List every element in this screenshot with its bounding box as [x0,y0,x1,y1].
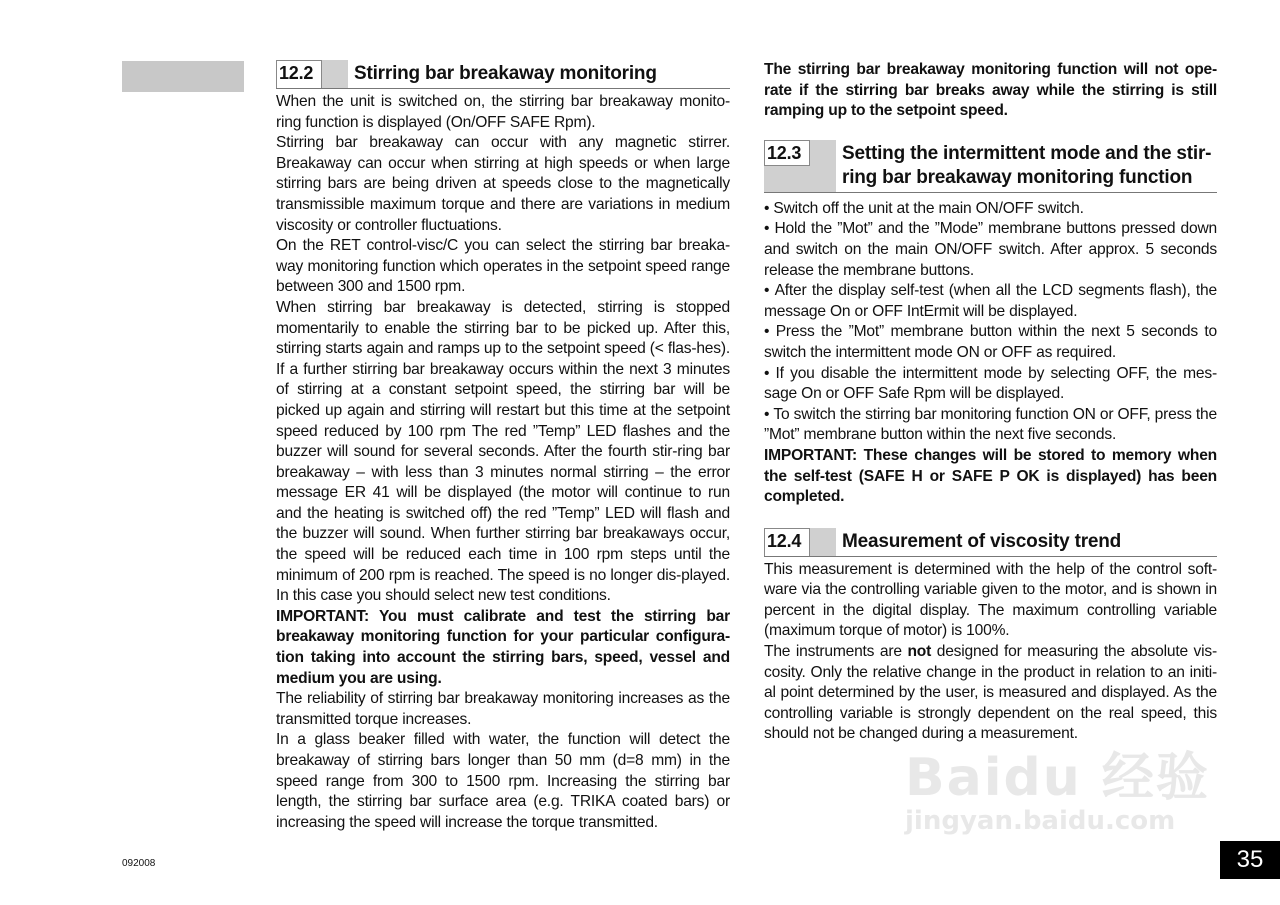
section-title: Stirring bar breakaway monitoring [354,63,657,84]
list-item: • Switch off the unit at the main ON/OFF switch. [764,199,1217,220]
section-number-cell [764,140,810,192]
paragraph: The instruments are not designed for measuring the absolute vis-cosity. Only the relative change in the product in relation to an initi-al point determined by the user, is measured and displayed. As the controlling variable is strongly dependent on the real speed, this should not be changed during a measurement. [764,643,1217,743]
list-item: • To switch the stirring bar monitoring function ON or OFF, press the ”Mot” membrane button within the next five seconds. [764,405,1217,446]
list-item: • Hold the ”Mot” and the ”Mode” membrane buttons pressed down and switch on the main ON/OFF switch. After approx. 5 seconds release the membrane buttons. [764,219,1217,281]
paragraph: When the unit is switched on, the stirring bar breakaway monito-ring function is displayed (On/OFF SAFE Rpm). [276,93,730,131]
section-heading-12-4 [764,528,1217,557]
paragraph: When stirring bar breakaway is detected, stirring is stopped momentarily to enable the stirring bar to be picked up. After this, stirring starts again and ramps up to the setpoint speed (< flas-hes). If a further stirring bar breakaway occurs within the next 3 minutes of stirring at a constant setpoint speed, the stirring bar will be picked up again and stirring will restart but this time at the setpoint speed reduced by 100 rpm The red ”Temp” LED flashes and the buzzer will sound for several seconds. After the fourth stir-ring bar breakaway – with less than 3 minutes normal stirring – the error message ER 41 will be displayed (the motor will continue to run and the heating is switched off) the red ”Temp” LED will flash and the buzzer will sound. When further stirring bar breakaways occur, the speed will be reduced each time in 100 rpm steps until the minimum of 200 rpm is reached. The speed is no longer dis-played. In this case you should select new test conditions. [276,298,730,605]
section-title: Setting the intermittent mode and the stir-ring bar breakaway monitoring function [842,142,1212,188]
paragraph: In a glass beaker filled with water, the function will detect the breakaway of stirring bars longer than 50 mm (d=8 mm) in the speed range from 300 to 1500 rpm. Increasing the stirring bar length, the stirring bar surface area (e.g. TRIKA coated bars) or increasing the speed will increase the torque transmitted. [276,731,730,831]
list-item: • Press the ”Mot” membrane button within the next 5 seconds to switch the intermittent mode ON or OFF as required. [764,322,1217,363]
section-number: 12.3 [764,140,810,167]
paragraph: Stirring bar breakaway can occur with any magnetic stirrer. Breakaway can occur when stirring at high speeds or when large stirring bars are being driven at speeds close to the magnetically transmissible maximum torque and there are variations in medium viscosity or controller fluctuations. [276,134,730,234]
heading-spacer [322,60,348,88]
watermark [905,735,1210,836]
page-number: 35 [1220,841,1280,879]
document-code: 092008 [122,858,156,869]
heading-spacer [810,528,836,556]
watermark-url: jingyan.baidu.com [905,806,1176,836]
list-item: • If you disable the intermittent mode by selecting OFF, the mes-sage On or OFF Safe Rpm will be displayed. [764,364,1217,405]
paragraph: On the RET control-visc/C you can select the stirring bar breaka-way monitoring function which operates in the setpoint speed range between 300 and 1500 rpm. [276,237,730,296]
margin-grey-tab [122,61,244,92]
section-title: Measurement of viscosity trend [842,530,1122,552]
paragraph: The reliability of stirring bar breakaway monitoring increases as the transmitted torque increases. [276,690,730,728]
important-note: IMPORTANT: You must calibrate and test the stirring bar breakaway monitoring function for your particular configura-tion taking into account the stirring bars, speed, vessel and medium you are using. [276,607,730,687]
list-item: • After the display self-test (when all the LCD segments flash), the message On or OFF IntErmit will be displayed. [764,281,1217,322]
section-number: 12.4 [764,528,810,556]
important-note: IMPORTANT: These changes will be stored to memory when the self-test (SAFE H or SAFE P OK is displayed) has been completed. [764,446,1217,506]
left-column [276,60,730,833]
section-heading-12-2 [276,60,730,89]
section-heading-12-3 [764,140,1217,193]
watermark-logo: Baidu 经验 [905,748,1210,808]
section-number: 12.2 [276,60,322,88]
top-note: The stirring bar breakaway monitoring function will not ope-rate if the stirring bar breaks away while the stirring is still ramping up to the setpoint speed. [764,61,1217,120]
heading-spacer [810,140,836,192]
right-column [764,60,1217,745]
paragraph: This measurement is determined with the help of the control soft-ware via the controlling variable given to the motor, and is shown in percent in the digital display. The maximum controlling variable (maximum torque of motor) is 100%. [764,560,1217,640]
